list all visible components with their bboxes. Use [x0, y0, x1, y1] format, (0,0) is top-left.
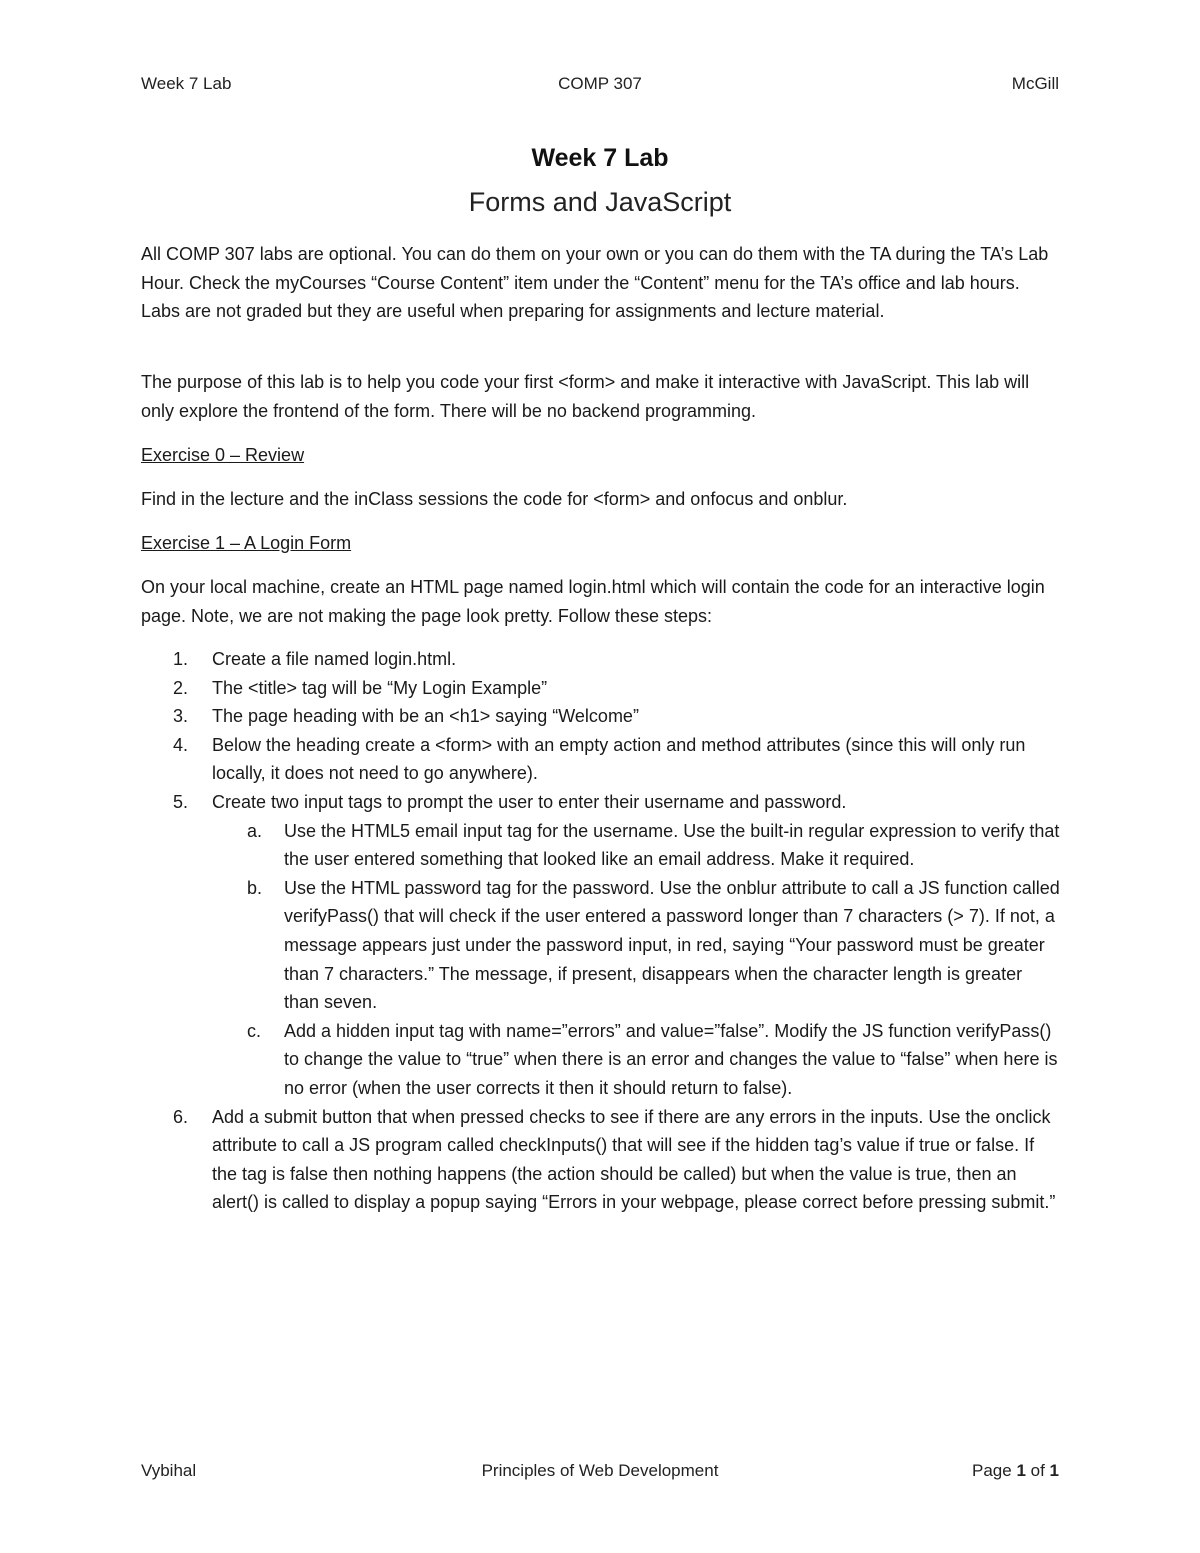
step-item [141, 674, 1061, 703]
substep-letter: a. [247, 820, 263, 841]
footer-course-title: Principles of Web Development [481, 1461, 719, 1480]
page-total: 1 [1049, 1461, 1059, 1480]
substep-letter: b. [247, 877, 263, 898]
running-footer [141, 1461, 1059, 1485]
step-item [141, 702, 1061, 731]
exercise-0-text: Find in the lecture and the inClass sessions the code for <form> and onfocus and onblur. [141, 489, 848, 509]
document-subtitle: Forms and JavaScript [468, 187, 732, 217]
page-current: 1 [1016, 1461, 1026, 1480]
step-number: 5. [173, 791, 189, 812]
document-title: Week 7 Lab [531, 144, 669, 172]
step-number: 1. [173, 649, 189, 669]
substep-letter: c. [247, 1020, 262, 1041]
page-number [972, 1461, 1059, 1481]
page-of: of [1025, 1461, 1050, 1480]
exercise-0-heading: Exercise 0 – Review [141, 445, 305, 465]
running-header [141, 74, 1059, 98]
substeps-list [212, 817, 1061, 1103]
intro-paragraph: All COMP 307 labs are optional. You can do them on your own or you can do them with the TA during the TA’s Lab Hour. Check the myCourses “Course Content” item under the “Content” menu for the TA’s office and lab hours. Labs are not graded but they are useful when preparing for assignments and lecture material. [141, 244, 1049, 322]
step-text: Below the heading create a <form> with an empty action and method attributes (since this will only run locally, it does not need to go anywhere). [212, 734, 1026, 784]
footer-author: Vybihal [141, 1461, 197, 1480]
step-number: 3. [173, 706, 189, 727]
exercise-1-heading: Exercise 1 – A Login Form [141, 533, 352, 553]
substep-item [212, 817, 1061, 874]
step-number: 2. [173, 677, 189, 698]
substep-text: Use the HTML5 email input tag for the username. Use the built-in regular expression to verify that the user entered something that looked like an email address. Make it required. [284, 820, 1060, 870]
steps-list [141, 645, 1061, 1217]
substep-item [212, 874, 1061, 1017]
step-text: Add a submit button that when pressed checks to see if there are any errors in the inputs. Use the onclick attribute to call a JS program called checkInputs() that will see if the hidden tag’s value if true or false. If the tag is false then nothing happens (the action should be called) but when the value is true, then an alert() is called to display a popup saying “Errors in your webpage, please correct before pressing submit.” [212, 1106, 1056, 1213]
step-text: The page heading with be an <h1> saying “Welcome” [212, 706, 639, 727]
exercise-1-text: On your local machine, create an HTML page named login.html which will contain the code for an interactive login page. Note, we are not making the page look pretty. Follow these steps: [141, 577, 1045, 626]
step-number: 6. [173, 1106, 189, 1127]
substep-text: Use the HTML password tag for the password. Use the onblur attribute to call a JS function called verifyPass() that will check if the user entered a password longer than 7 characters (> 7). If not, a message appears just under the password input, in red, saying “Your password must be greater than 7 characters.” The message, if present, disappears when the character length is greater than seven. [284, 877, 1060, 1013]
step-item [141, 645, 1061, 674]
step-text: Create a file named login.html. [212, 649, 457, 669]
step-item [141, 731, 1061, 788]
step-item [141, 1103, 1061, 1217]
step-number: 4. [173, 734, 189, 755]
substep-item [212, 1017, 1061, 1103]
step-text: The <title> tag will be “My Login Example” [212, 677, 548, 698]
step-item [141, 788, 1061, 1103]
header-left: Week 7 Lab [141, 74, 232, 93]
purpose-paragraph: The purpose of this lab is to help you code your first <form> and make it interactive with JavaScript. This lab will only explore the frontend of the form. There will be no backend programming. [141, 372, 1030, 421]
header-right: McGill [1011, 74, 1059, 93]
substep-text: Add a hidden input tag with name=”errors” and value=”false”. Modify the JS function verifyPass() to change the value to “true” when there is an error and changes the value to “false” when here is no error (when the user corrects it then it should return to false). [284, 1020, 1058, 1098]
step-text: Create two input tags to prompt the user to enter their username and password. [212, 791, 847, 812]
page-prefix: Page [972, 1461, 1017, 1480]
header-center: COMP 307 [558, 74, 642, 93]
